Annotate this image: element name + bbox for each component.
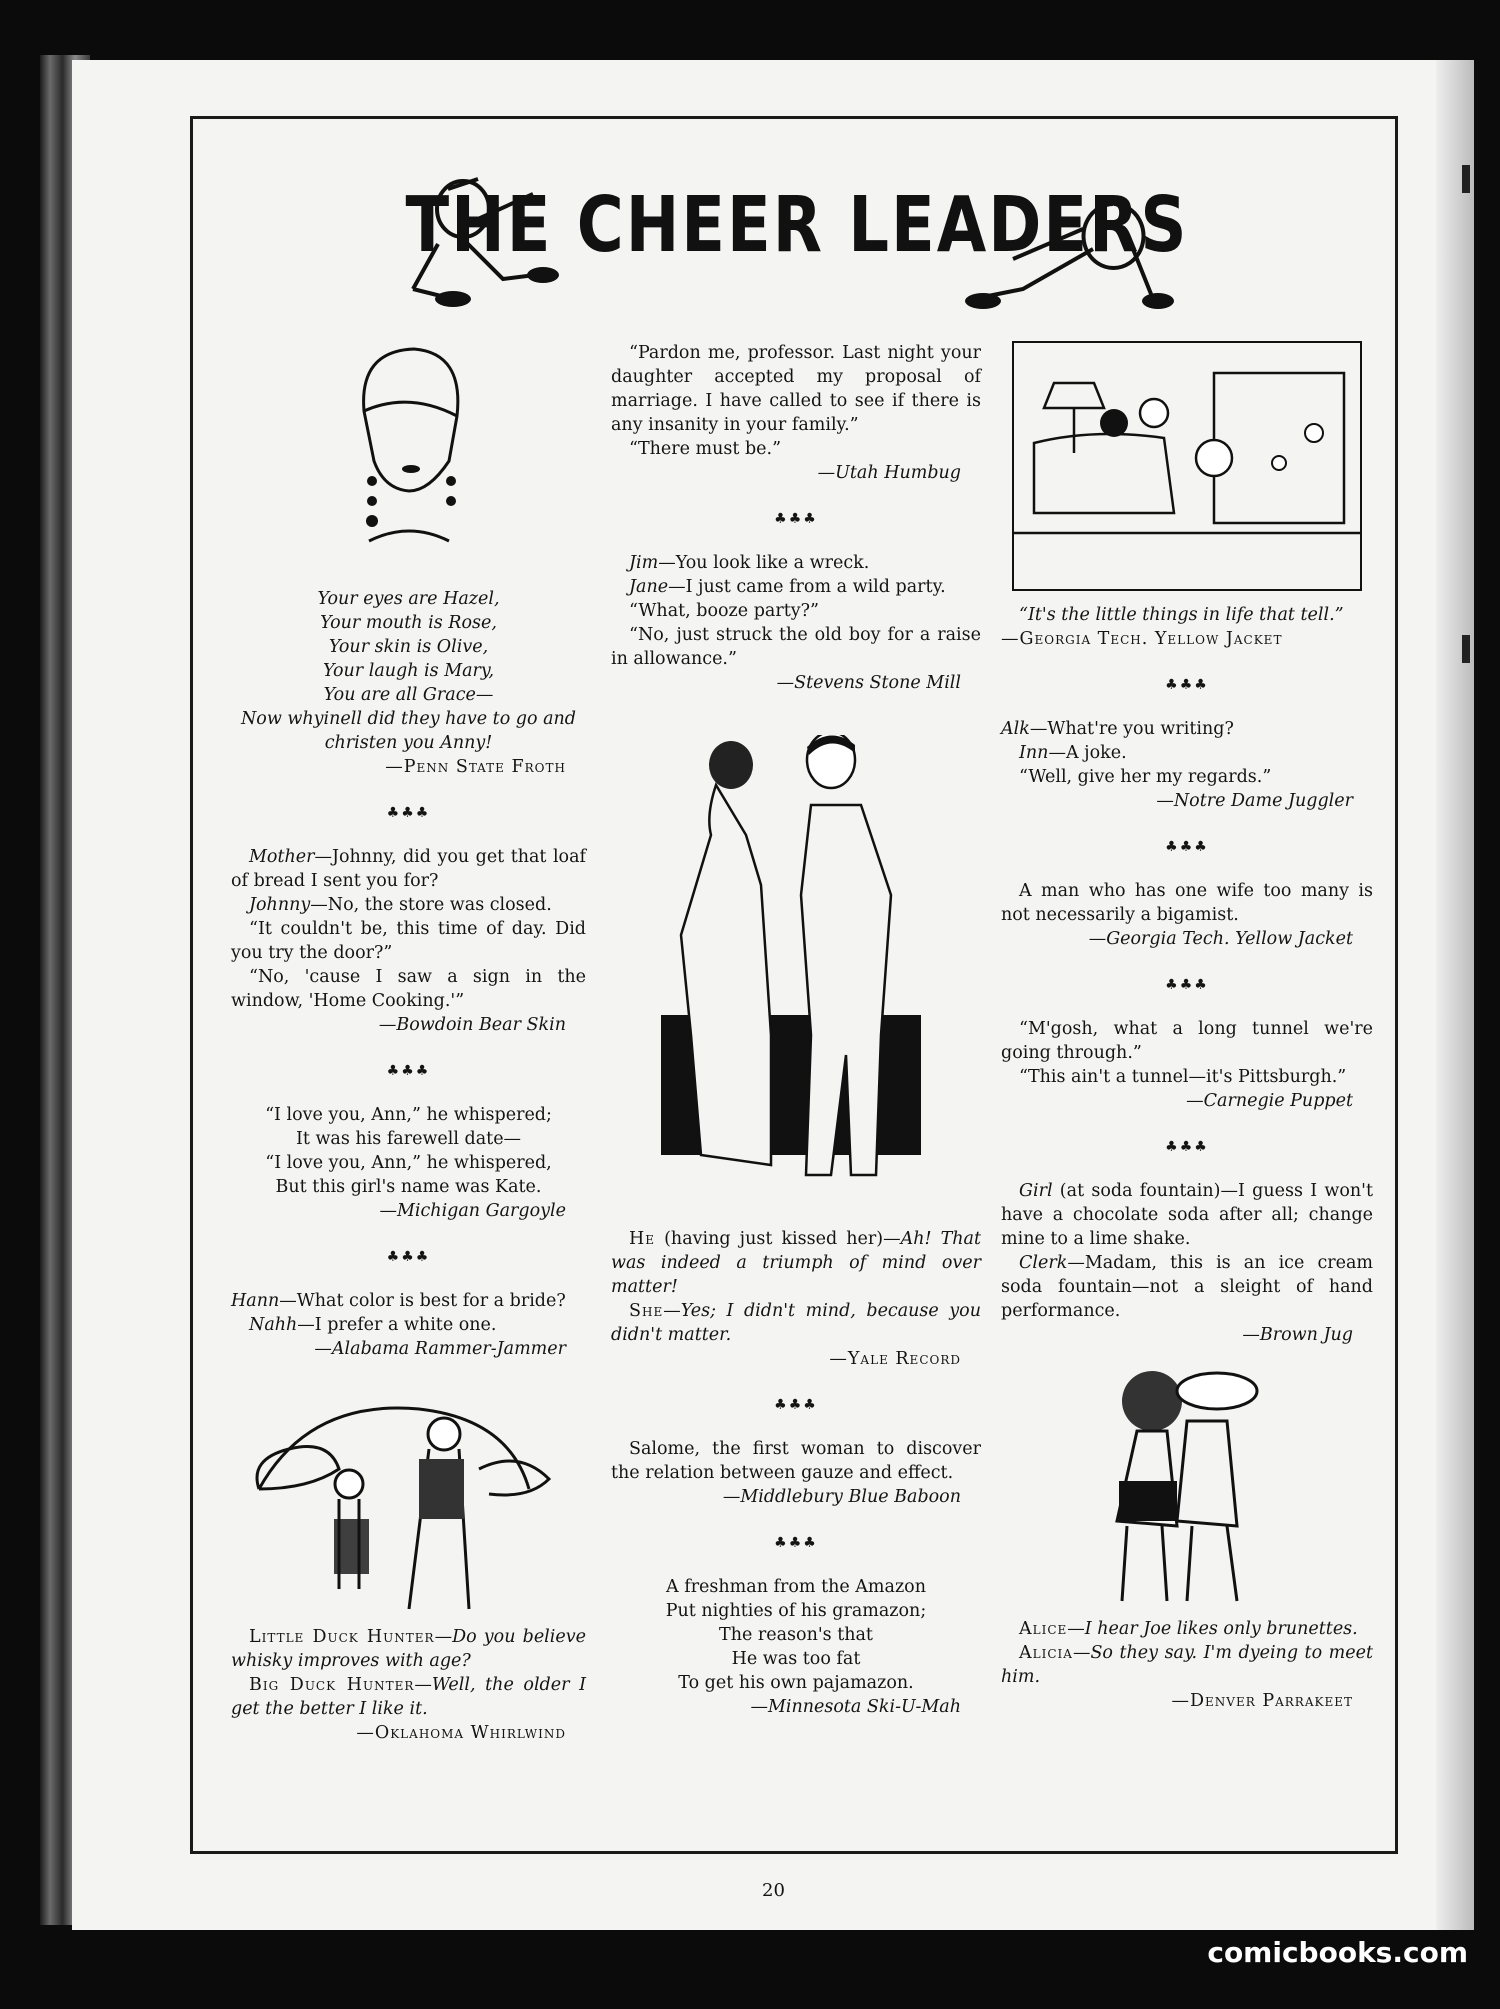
joke-line: —What color is best for a bride?: [279, 1291, 566, 1311]
joke-line: —Yes; I didn't mind, because you didn't matter.: [611, 1301, 981, 1345]
speaker: Alk: [1001, 719, 1030, 739]
joke-line: —I prefer a white one.: [297, 1315, 497, 1335]
header-banner: [393, 149, 1201, 319]
column-middle: [611, 341, 981, 1719]
joke-line: A man who has one wife too many is not necessarily a bigamist.: [1001, 881, 1373, 925]
verse-line: Now whyinell did they have to go and: [240, 709, 577, 729]
joke-line: “What, booze party?”: [629, 601, 819, 621]
verse-ann: [231, 1103, 586, 1199]
verse-line: Your skin is Olive,: [328, 637, 489, 657]
joke-line: —You look like a wreck.: [658, 553, 870, 573]
joke-tunnel: [1001, 1017, 1373, 1089]
joke-line: —Do you believe whisky improves with age?: [231, 1627, 586, 1671]
verse-line: christen you Anny!: [324, 733, 493, 753]
joke-source: —Yale Record: [829, 1349, 961, 1369]
page-edge: [1436, 60, 1474, 1930]
speaker: Hann: [231, 1291, 280, 1311]
verse-line: It was his farewell date—: [295, 1129, 522, 1149]
joke-line: —A joke.: [1048, 743, 1127, 763]
joke-line: “It couldn't be, this time of day. Did you try the door?”: [231, 919, 586, 963]
couple-illustration: [661, 735, 931, 1215]
joke-source: —Brown Jug: [1242, 1325, 1353, 1345]
speaker: Jim: [629, 553, 659, 573]
speaker: Big Duck Hunter: [249, 1675, 415, 1695]
joke-line: “No, 'cause I saw a sign in the window, 'Home Cooking.'”: [231, 967, 586, 1011]
joke-source: —Michigan Gargoyle: [379, 1201, 566, 1221]
page-tab: [1462, 635, 1470, 663]
joke-line: —Madam, this is an ice cream soda fountain—not a sleight of hand performance.: [1001, 1253, 1373, 1321]
joke-source: —Utah Humbug: [817, 463, 961, 483]
speaker: Clerk: [1019, 1253, 1068, 1273]
two-girls-illustration: [1067, 1361, 1307, 1611]
joke-line: —So they say. I'm dyeing to meet him.: [1001, 1643, 1373, 1687]
separator: ♣♣♣: [774, 511, 818, 527]
joke-little-things: [1001, 603, 1373, 627]
verse-line: But this girl's name was Kate.: [275, 1177, 542, 1197]
verse-amazon: [611, 1575, 981, 1695]
speaker: Nahh: [249, 1315, 298, 1335]
page-title: THE CHEER LEADERS: [405, 181, 1189, 271]
joke-line: (having just kissed her): [655, 1229, 884, 1249]
joke-source: —Denver Parrakeet: [1171, 1691, 1353, 1711]
joke-line: —Johnny, did you get that loaf of bread I sent you for?: [231, 847, 586, 891]
joke-source: —Georgia Tech. Yellow Jacket: [1001, 629, 1283, 649]
verse-line: “I love you, Ann,” he whispered;: [265, 1105, 552, 1125]
joke-line: “This ain't a tunnel—it's Pittsburgh.”: [1019, 1067, 1347, 1087]
joke-source: —Bowdoin Bear Skin: [378, 1015, 566, 1035]
joke-salome: [611, 1437, 981, 1485]
column-left: [231, 341, 586, 1745]
joke-bigamist: [1001, 879, 1373, 927]
joke-line: “There must be.”: [629, 439, 782, 459]
verse-line: Your laugh is Mary,: [322, 661, 495, 681]
verse-line: Your mouth is Rose,: [320, 613, 497, 633]
separator: ♣♣♣: [1165, 977, 1209, 993]
separator: ♣♣♣: [386, 805, 431, 821]
joke-line: —No, the store was closed.: [310, 895, 552, 915]
joke-source: —Middlebury Blue Baboon: [722, 1487, 961, 1507]
speaker: Alicia: [1019, 1643, 1073, 1663]
speaker: Jane: [629, 577, 669, 597]
speaker: Johnny: [249, 895, 311, 915]
joke-source: —Notre Dame Juggler: [1156, 791, 1353, 811]
joke-source: —Alabama Rammer-Jammer: [314, 1339, 566, 1359]
joke-line: —Well, the older I get the better I like it.: [231, 1675, 586, 1719]
watermark: comicbooks.com: [1207, 1936, 1468, 1969]
separator: ♣♣♣: [1165, 677, 1209, 693]
joke-line: —What're you writing?: [1029, 719, 1234, 739]
verse-line: “I love you, Ann,” he whispered,: [265, 1153, 552, 1173]
page-tab: [1462, 165, 1470, 193]
joke-line: —I hear Joe likes only brunettes.: [1067, 1619, 1358, 1639]
speaker: Inn: [1019, 743, 1049, 763]
verse-hazel: [231, 587, 586, 755]
joke-line: “Well, give her my regards.”: [1019, 767, 1272, 787]
verse-line: To get his own pajamazon.: [678, 1673, 914, 1693]
joke-duck-hunter: [231, 1625, 586, 1721]
joke-line: (at soda fountain)—I guess I won't have a chocolate soda after all; change mine to a lime shake.: [1001, 1181, 1373, 1249]
joke-writing: [1001, 717, 1373, 789]
verse-line: The reason's that: [719, 1625, 873, 1645]
living-room-illustration: [1012, 341, 1362, 591]
joke-bride: [231, 1289, 586, 1337]
speaker: He: [629, 1229, 656, 1249]
speaker: Mother: [249, 847, 315, 867]
verse-line: Your eyes are Hazel,: [317, 589, 500, 609]
speaker: Little Duck Hunter: [249, 1627, 435, 1647]
separator: ♣♣♣: [774, 1397, 818, 1413]
verse-line: Put nighties of his gramazon;: [665, 1601, 927, 1621]
verse-line: A freshman from the Amazon: [666, 1577, 926, 1597]
joke-johnny: [231, 845, 586, 1013]
flapper-illustration: [339, 341, 479, 571]
separator: ♣♣♣: [1165, 1139, 1209, 1155]
verse-line: He was too fat: [731, 1649, 861, 1669]
joke-source: —Carnegie Puppet: [1186, 1091, 1353, 1111]
separator: ♣♣♣: [386, 1249, 431, 1265]
joke-wreck: [611, 551, 981, 671]
separator: ♣♣♣: [774, 1535, 818, 1551]
separator: ♣♣♣: [386, 1063, 431, 1079]
joke-soda: [1001, 1179, 1373, 1323]
joke-line: “No, just struck the old boy for a raise in allowance.”: [611, 625, 981, 669]
content-frame: [190, 116, 1398, 1854]
joke-source: —Penn State Froth: [385, 757, 566, 777]
joke-line: “M'gosh, what a long tunnel we're going through.”: [1001, 1019, 1373, 1063]
joke-line: “It's the little things in life that tell.”: [1019, 605, 1344, 625]
joke-source: —Georgia Tech. Yellow Jacket: [1088, 929, 1353, 949]
joke-source: —Oklahoma Whirlwind: [356, 1723, 566, 1743]
duck-hunters-illustration: [249, 1379, 569, 1619]
joke-line: —Ah! That was indeed a triumph of mind over matter!: [611, 1229, 981, 1297]
verse-line: You are all Grace—: [323, 685, 494, 705]
page-number: 20: [762, 1880, 785, 1901]
magazine-page: [72, 60, 1474, 1930]
joke-line: —I just came from a wild party.: [668, 577, 946, 597]
joke-source: —Stevens Stone Mill: [776, 673, 961, 693]
joke-kiss: [611, 1227, 981, 1347]
joke-line: “Pardon me, professor. Last night your daughter accepted my proposal of marriage. I have called to see if there is any insanity in your family.”: [611, 343, 981, 435]
joke-source: —Minnesota Ski-U-Mah: [750, 1697, 961, 1717]
separator: ♣♣♣: [1165, 839, 1209, 855]
speaker: She: [629, 1301, 664, 1321]
column-right: [1001, 341, 1373, 1713]
speaker: Alice: [1019, 1619, 1068, 1639]
speaker: Girl: [1019, 1181, 1053, 1201]
joke-line: Salome, the first woman to discover the relation between gauze and effect.: [611, 1439, 981, 1483]
joke-alice: [1001, 1617, 1373, 1689]
joke-professor: [611, 341, 981, 461]
